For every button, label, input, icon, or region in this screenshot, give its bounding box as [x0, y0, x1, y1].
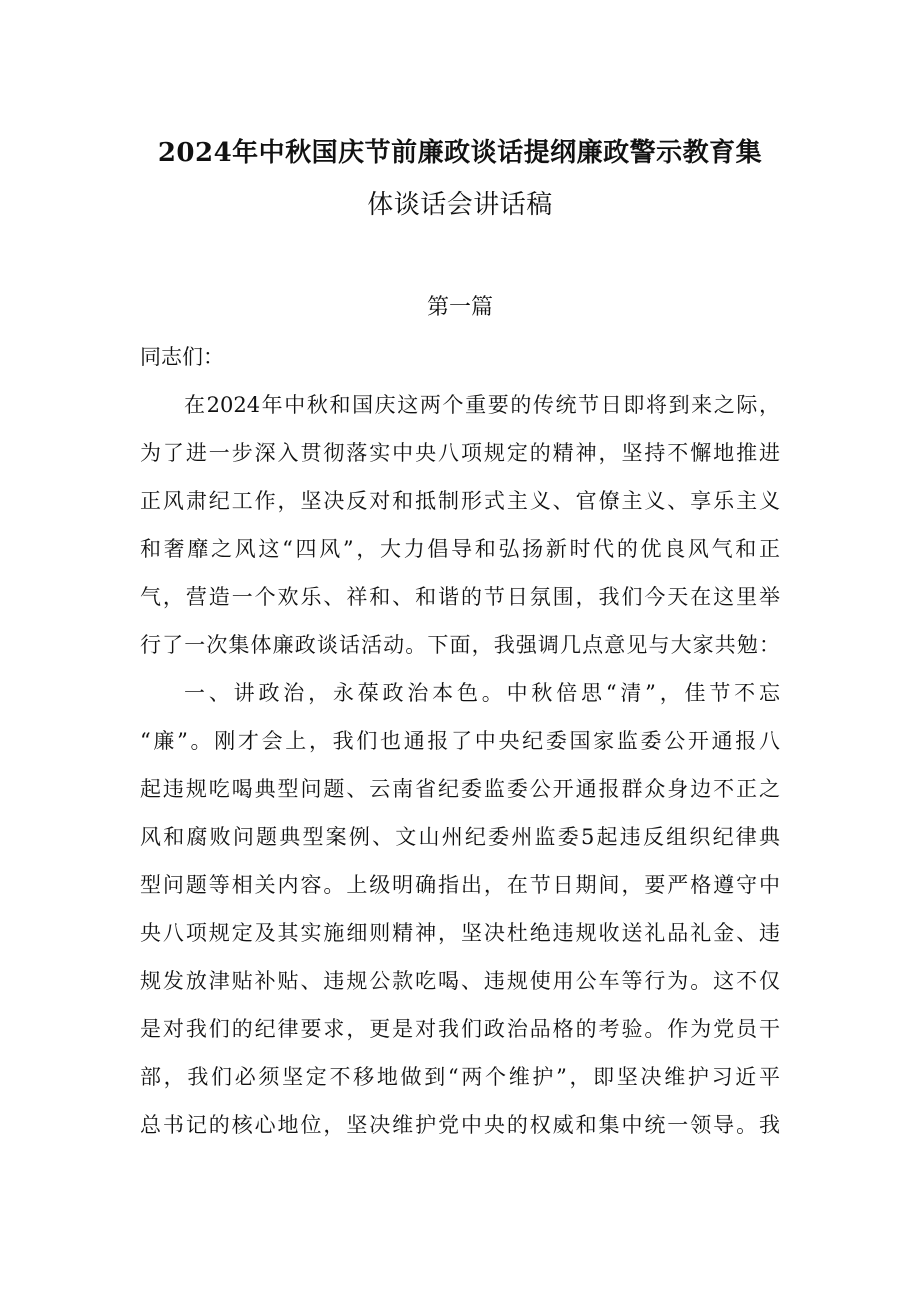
paragraph-2-line: 一、讲政治，永葆政治本色。中秋倍思“清”，佳节不忘 [184, 681, 780, 705]
paragraph-1-line: 和奢靡之风这“四风”，大力倡导和弘扬新时代的优良风气和正 [140, 537, 780, 561]
paragraph-1-line: 在2024年中秋和国庆这两个重要的传统节日即将到来之际， [184, 393, 780, 417]
paragraph-2-line: 规发放津贴补贴、违规公款吃喝、违规使用公车等行为。这不仅 [140, 969, 780, 993]
salutation: 同志们： [140, 345, 224, 369]
paragraph-2-line: 总书记的核心地位，坚决维护党中央的权威和集中统一领导。我 [140, 1113, 780, 1137]
paragraph-2-line: 央八项规定及其实施细则精神，坚决杜绝违规收送礼品礼金、违 [140, 921, 780, 945]
section-heading: 第一篇 [426, 295, 493, 320]
paragraph-1-line: 气，营造一个欢乐、祥和、和谐的节日氛围，我们今天在这里举 [140, 585, 780, 609]
paragraph-2-line: 起违规吃喝典型问题、云南省纪委监委公开通报群众身边不正之 [140, 777, 780, 801]
document-title-line-1: 2024年中秋国庆节前廉政谈话提纲廉政警示教育集 [157, 138, 763, 168]
paragraph-2-line: “廉”。刚才会上，我们也通报了中央纪委国家监委公开通报八 [140, 729, 780, 753]
paragraph-1-line: 正风肃纪工作，坚决反对和抵制形式主义、官僚主义、享乐主义 [140, 489, 780, 513]
paragraph-1-line: 行了一次集体廉政谈话活动。下面，我强调几点意见与大家共勉： [140, 633, 780, 657]
document-title-line-2: 体谈话会讲话稿 [367, 190, 553, 220]
paragraph-1-line: 为了进一步深入贯彻落实中央八项规定的精神，坚持不懈地推进 [140, 441, 780, 465]
paragraph-2-line: 是对我们的纪律要求，更是对我们政治品格的考验。作为党员干 [140, 1017, 780, 1041]
paragraph-2-line: 型问题等相关内容。上级明确指出，在节日期间，要严格遵守中 [140, 873, 780, 897]
paragraph-2-line: 风和腐败问题典型案例、文山州纪委州监委5起违反组织纪律典 [140, 825, 780, 849]
paragraph-2-line: 部，我们必须坚定不移地做到“两个维护”，即坚决维护习近平 [140, 1065, 780, 1089]
